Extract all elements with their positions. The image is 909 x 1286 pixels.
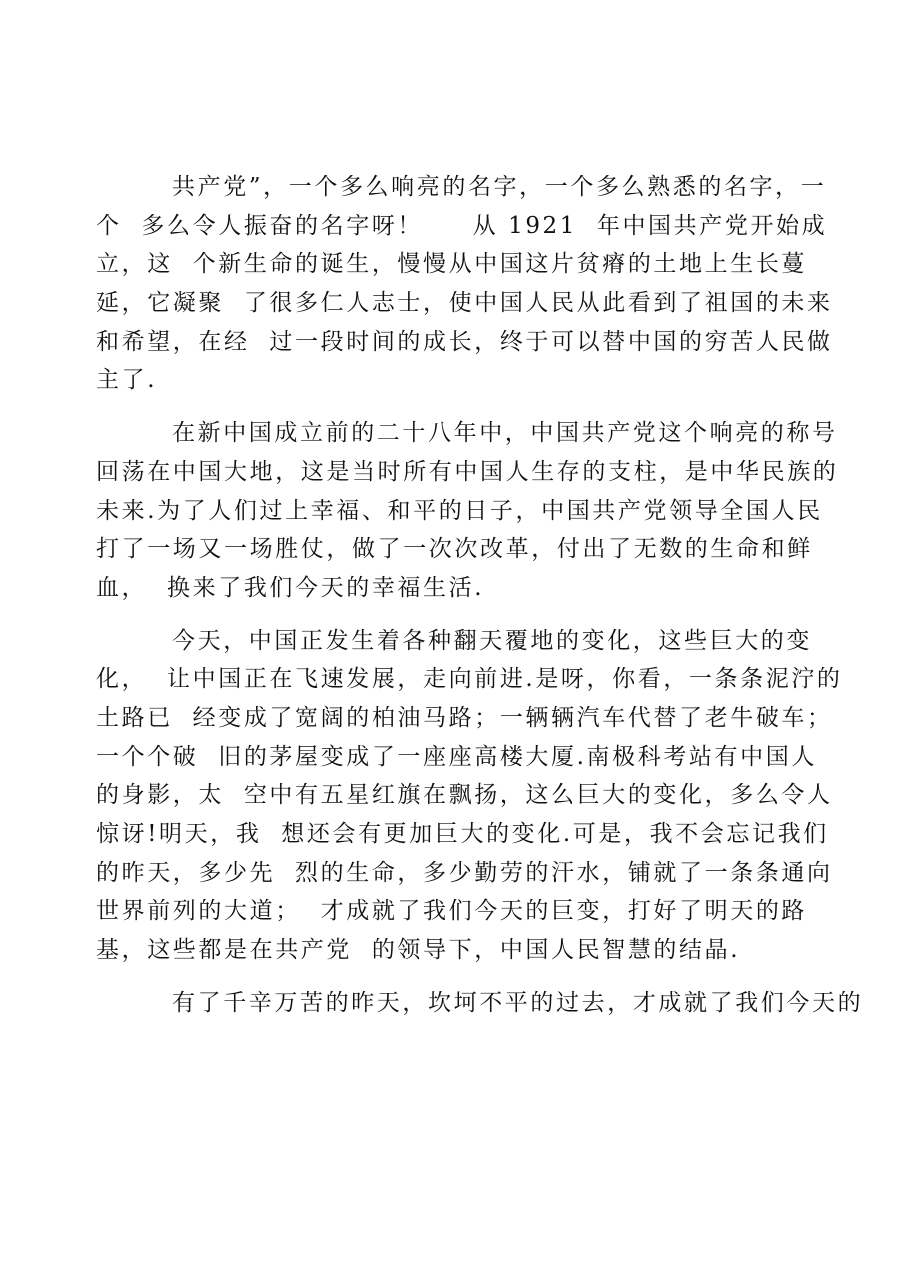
text-line: 未来.为了人们过上幸福、和平的日子，中国共产党领导全国人民 — [96, 497, 823, 524]
text-line: 共产党”，一个多么响亮的名字，一个多么熟悉的名字，一 — [172, 174, 827, 200]
paragraph-4 — [96, 984, 864, 1023]
text-line: 化， 让中国正在飞速发展，走向前进.是呀，你看，一条条泥泞的 — [96, 666, 843, 693]
text-line: 回荡在中国大地，这是当时所有中国人生存的支柱，是中华民族的 — [96, 458, 839, 485]
text-line: 在新中国成立前的二十八年中，中国共产党这个响亮的称号 — [172, 420, 838, 447]
text-line: 延，它凝聚 了很多仁人志士，使中国人民从此看到了祖国的未来 — [96, 290, 833, 317]
text-line: 土路已 经变成了宽阔的柏油马路；一辆辆汽车代替了老牛破车； — [96, 704, 833, 731]
paragraph-2 — [96, 414, 839, 607]
text-line: 的身影，太 空中有五星红旗在飘扬，这么巨大的变化，多么令人 — [96, 782, 833, 809]
paragraph-1 — [96, 168, 836, 400]
text-line: 立，这 个新生命的诞生，慢慢从中国这片贫瘠的土地上生长蔓 — [96, 251, 808, 278]
text-line: 基，这些都是在共产党 的领导下，中国人民智慧的结晶. — [96, 937, 741, 964]
text-line: 和希望，在经 过一段时间的成长，终于可以替中国的穷苦人民做 — [96, 328, 833, 355]
text-line: 的昨天，多少先 烈的生命，多少勤劳的汗水，铺就了一条条通向 — [96, 859, 833, 886]
text-line: 惊讶!明天，我 想还会有更加巨大的变化.可是，我不会忘记我们 — [96, 821, 829, 847]
text-line: 打了一场又一场胜仗，做了一次次改革，付出了无数的生命和鲜 — [96, 536, 813, 563]
text-line: 血， 换来了我们今天的幸福生活. — [96, 574, 485, 601]
text-line: 一个个破 旧的茅屋变成了一座座高楼大厦.南极科考站有中国人 — [96, 743, 817, 770]
paragraph-3 — [96, 622, 843, 970]
text-line: 今天，中国正发生着各种翻天覆地的变化，这些巨大的变 — [172, 627, 812, 654]
document-body — [96, 168, 864, 1036]
text-line: 有了千辛万苦的昨天，坎坷不平的过去，才成就了我们今天的 — [172, 989, 864, 1016]
text-line: 个 多么令人振奋的名字呀！ 从 1921 年中国共产党开始成 — [96, 212, 828, 239]
text-line: 主了. — [96, 367, 158, 394]
text-line: 世界前列的大道； 才成就了我们今天的巨变，打好了明天的路 — [96, 898, 808, 925]
